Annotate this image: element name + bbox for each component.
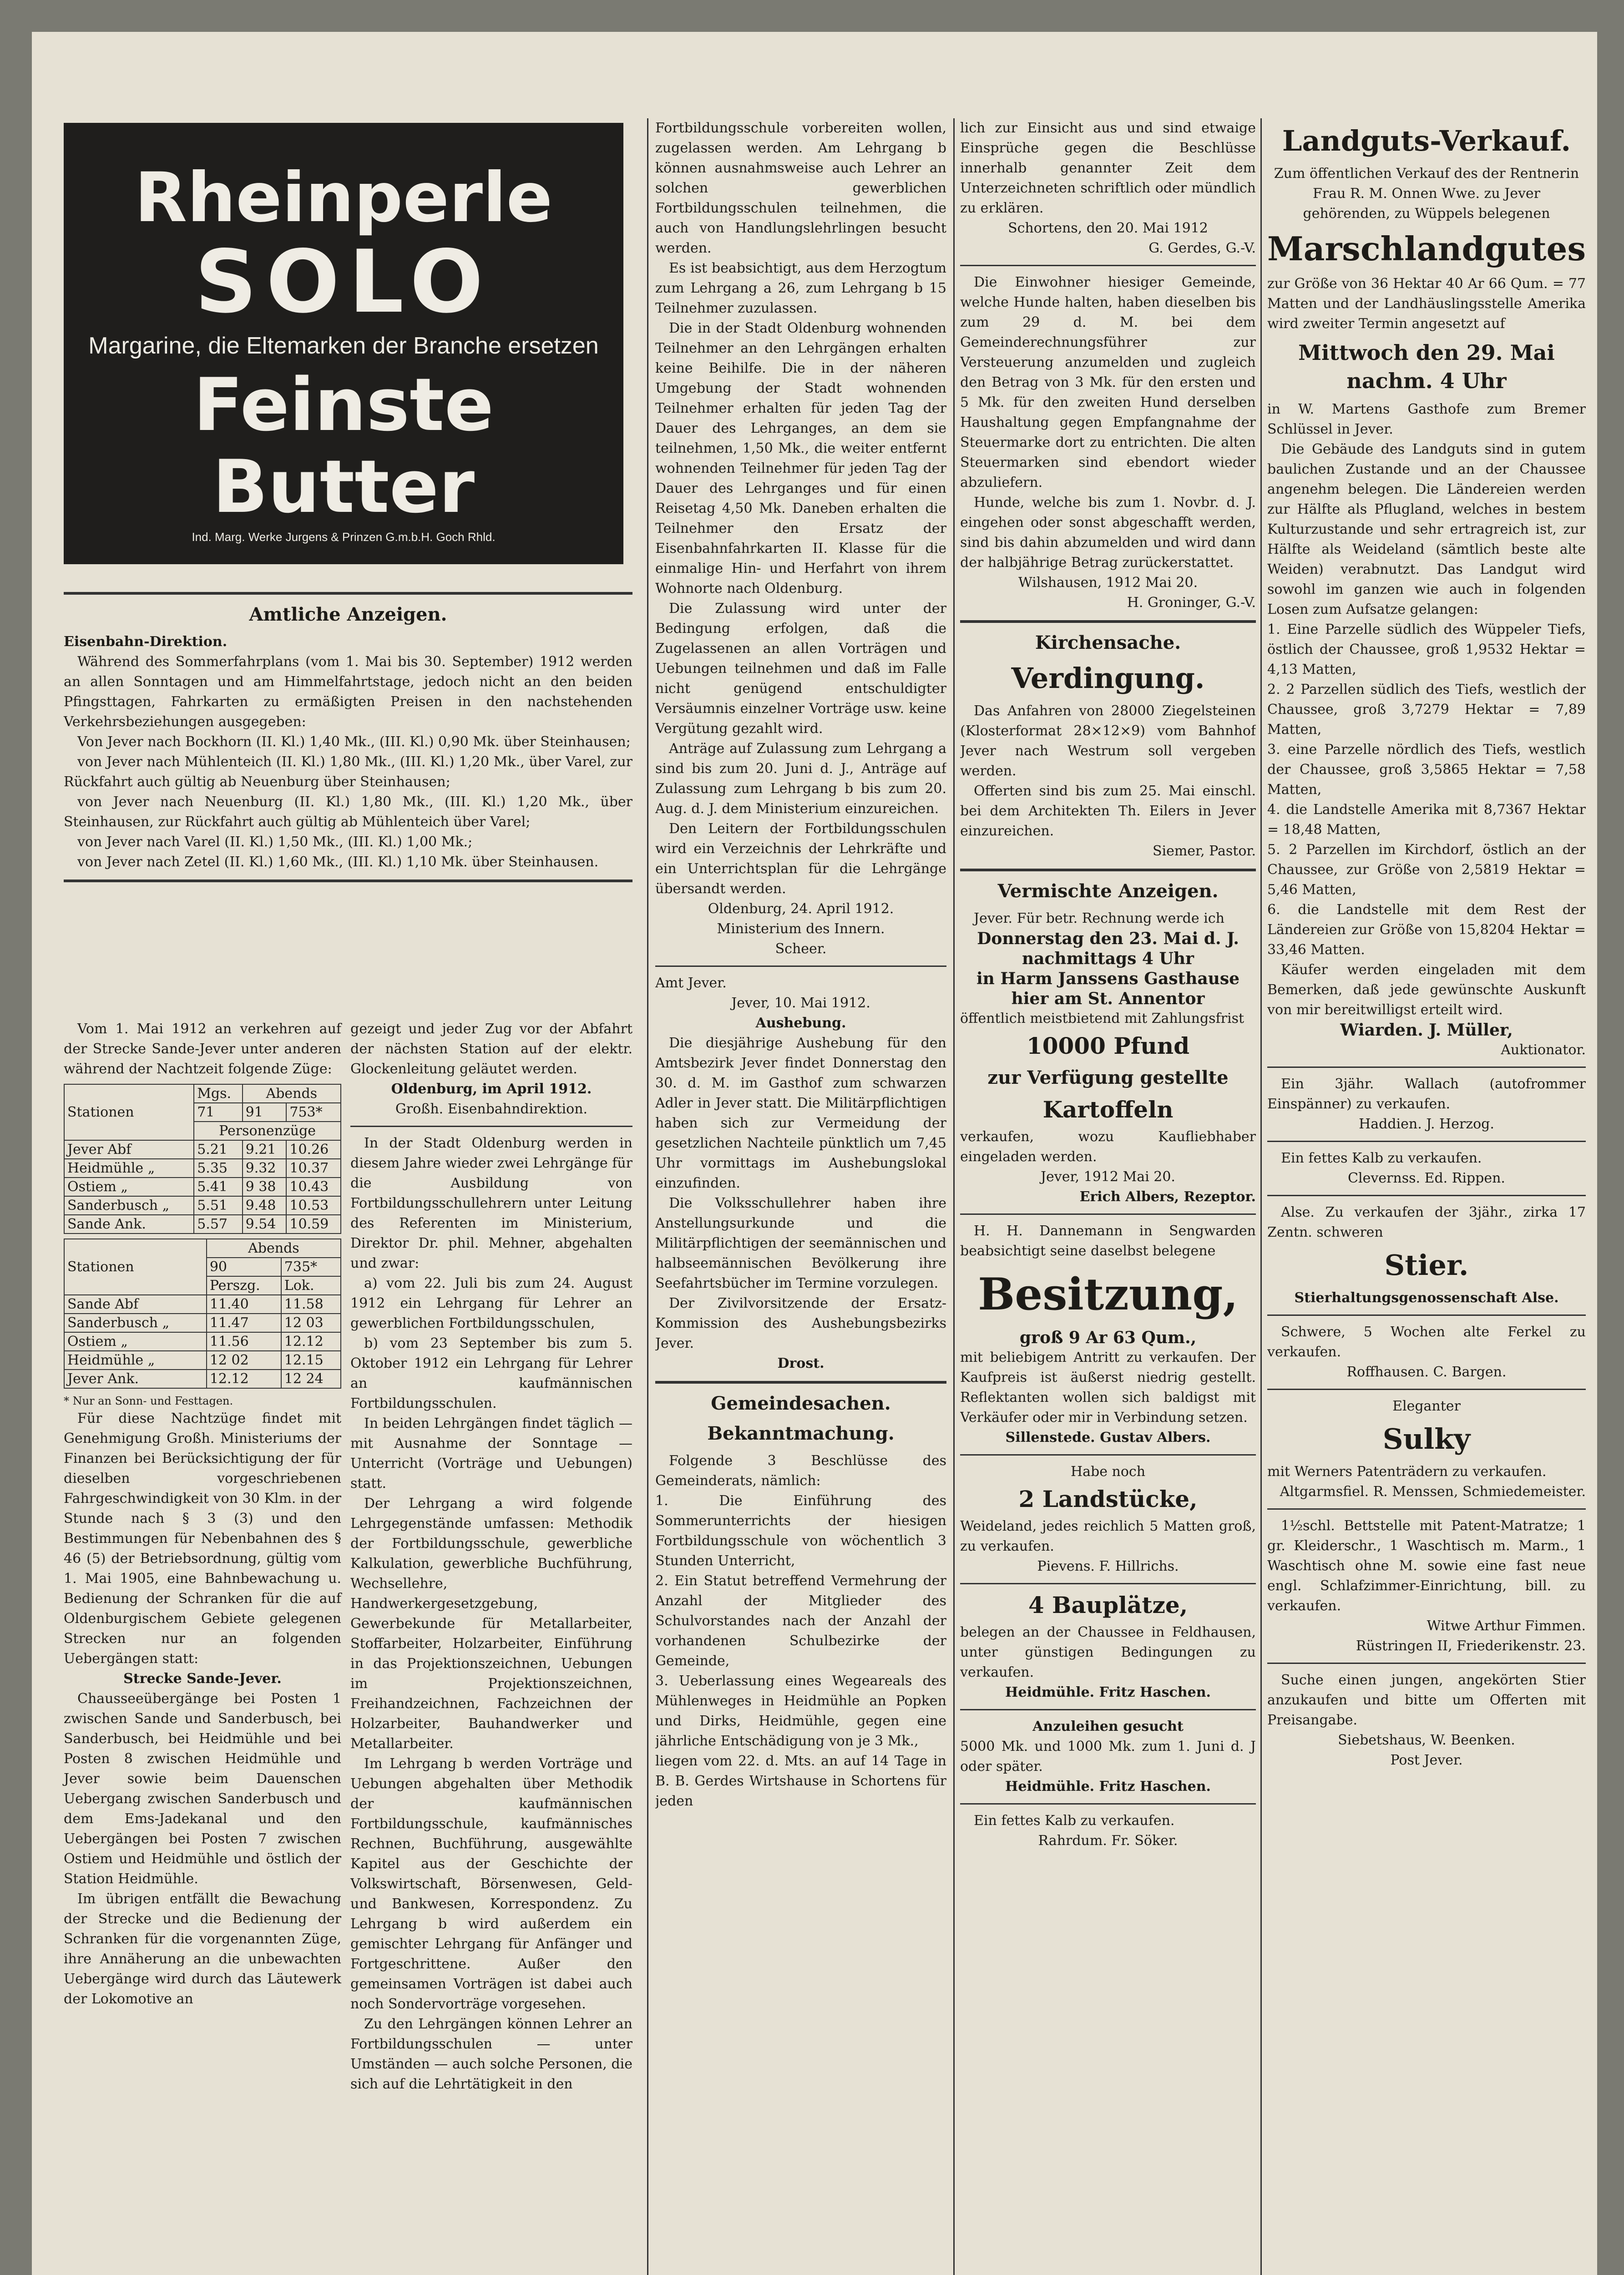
paragraph: mit Werners Patenträdern zu verkaufen. (1267, 1464, 1547, 1480)
fare-line: von Jever nach Varel (II. Kl.) 1,50 Mk., (III. Kl.) 1,00 Mk.; (77, 834, 473, 850)
list-item: 1. Eine Parzelle südlich des Wüppeler Tiefs, östlich der Chaussee, groß 1,9532 Hektar = 4,13 Matten, (1267, 622, 1586, 677)
divider (960, 869, 1256, 871)
table-row (64, 1314, 341, 1332)
signature: Heidmühle. Fritz Haschen. (1005, 1779, 1211, 1795)
divider (1267, 1663, 1586, 1664)
paragraph: Die in der Stadt Oldenburg wohnenden Teilnehmer an den Lehrgängen erhalten keine Beihilfe. Die in der näheren Umgebung der Stadt wohnenden Teilnehmer erhalten für jeden Tag der Dauer des Lehrganges, an dem sie teilnehmen, 1,50 Mk., die weiter entfernt wohnenden Teilnehmer für jeden Tag der Dauer des Lehrganges und für einen Reisetag 4,50 Mk. Daneben erhalten die Teilnehmer den Ersatz der Eisenbahnfahrkarten II. Klasse für die einmalige Hin- und Herfahrt von ihrem Wohnorte nach Oldenburg. (655, 320, 946, 597)
fare-line: von Jever nach Mühlenteich (II. Kl.) 1,80 Mk., (III. Kl.) 1,20 Mk., über Varel, zur Rückfahrt auch gültig ab Neuenburg über Steinhausen; (64, 754, 632, 790)
signature: Wilshausen, 1912 Mai 20. (1018, 575, 1198, 591)
signature: Post Jever. (1390, 1752, 1463, 1768)
cell: 5.41 (194, 1178, 242, 1196)
ad-tagline: Feinste Butter (193, 362, 494, 529)
paragraph: Offerten sind bis zum 25. Mai einschl. bei dem Architekten Th. Eilers in Jever einzureichen. (960, 783, 1256, 839)
cell: 5.35 (194, 1159, 242, 1178)
table-row (64, 1332, 341, 1351)
ad-headline: Marschlandgutes (1267, 229, 1586, 268)
divider (960, 1709, 1256, 1710)
paragraph: zur Größe von 36 Hektar 40 Ar 66 Qum. = 77 Matten und der Landhäuslingsstelle Amerika wird zweiter Termin angesetzt auf (1267, 276, 1586, 332)
ad-subline: groß 9 Ar 63 Qum., (1019, 1328, 1197, 1347)
section-title: Bekanntmachung. (707, 1423, 895, 1444)
subheading: Aushebung. (755, 1015, 846, 1031)
divider (1267, 1141, 1586, 1142)
divider (350, 1126, 632, 1127)
cell: 11.56 (207, 1332, 281, 1351)
paragraph: Alse. Zu verkaufen der 3jähr., zirka 17 Zentn. schweren (1267, 1204, 1586, 1240)
cell: 11.58 (281, 1295, 341, 1314)
ad-headline: 4 Bauplätze, (1028, 1592, 1188, 1618)
paragraph: Anträge auf Zulassung zum Lehrgang a sind bis zum 20. Juni d. J., Anträge auf Zulassung zum Lehrgang b bis zum 20. Aug. d. J. dem Ministerium einzureichen. (655, 741, 946, 817)
column-4 (1267, 32, 1586, 2275)
ad-headline: Kartoffeln (1042, 1096, 1174, 1123)
cell: 10.53 (286, 1196, 341, 1215)
paragraph: Schwere, 5 Wochen alte Ferkel zu verkaufen. (1267, 1324, 1586, 1360)
paragraph: lich zur Einsicht aus und sind etwaige Einsprüche gegen die Beschlüsse innerhalb genannter Zeit dem Unterzeichneten schriftlich oder mündlich zu erklären. (960, 120, 1256, 216)
paragraph: Die Einwohner hiesiger Gemeinde, welche Hunde halten, haben dieselben bis zum 29 d. M. bei dem Gemeinderechnungsführer zur Versteuerung anzumelden und zugleich den Betrag von 3 Mk. für den ersten und 5 Mk. für den zweiten Hund derselben Haushaltung gegen Empfangnahme der Steuermarke dort zu entrichten. Die alten Steuermarken sind ebendort wieder abzuliefern. (960, 274, 1256, 490)
signature: Wiarden. J. Müller, (1340, 1021, 1513, 1040)
paragraph: Suche einen jungen, angekörten Stier anzukaufen und bitte um Offerten mit Preisangabe. (1267, 1672, 1586, 1728)
list-item: 4. die Landstelle Amerika mit 8,7367 Hektar = 18,48 Matten, (1267, 802, 1586, 838)
signature: Auktionator. (1501, 1042, 1586, 1058)
paragraph: Die Gebäude des Landguts sind in gutem baulichen Zustande und an der Chaussee angenehm belegen. Die Ländereien werden zur Hälfte als Pflugland, welches in bestem Kulturzustande und sehr ertragreich ist, zur Hälfte als Weideland (sämtlich beste alte Weiden) verabnutzt. Das Landgut wird sowohl im ganzen wie auch in folgenden Losen zum Aufsatze gelangen: (1267, 441, 1586, 617)
subheading: Anzuleihen gesucht (1032, 1719, 1184, 1734)
column-3 (960, 32, 1256, 2275)
list-item: 1. Die Einführung des Sommerunterrichts der hiesigen Fortbildungsschule von wöchentlich 3 Stunden Unterricht, (655, 1493, 946, 1569)
paragraph: Während des Sommerfahrplans (vom 1. Mai bis 30. September) 1912 werden an allen Sonntagen und am Himmelfahrtstage, jedoch nicht an den beiden Pfingsttagen, Fahrkarten zu ermäßigten Preisen in den nachstehenden Verkehrsbeziehungen ausgegeben: (64, 654, 632, 730)
cell: 5.21 (194, 1140, 242, 1159)
th-type: Lok. (281, 1276, 341, 1295)
th-train-no: 735* (281, 1258, 341, 1276)
column-1 (32, 32, 637, 2275)
signature: Haddien. J. Herzog. (1359, 1116, 1494, 1132)
paragraph: Eleganter (1392, 1398, 1461, 1414)
paragraph: in W. Martens Gasthofe zum Bremer Schlüssel in Jever. (1267, 401, 1586, 437)
th-train-no: 91 (243, 1103, 287, 1122)
signature: Schortens, den 20. Mai 1912 (1008, 220, 1208, 236)
table-row (64, 1140, 341, 1159)
divider (1267, 1389, 1586, 1390)
divider (960, 1583, 1256, 1584)
cell: 10.37 (286, 1159, 341, 1178)
cell: Heidmühle „ (64, 1159, 194, 1178)
th-personenzuege: Personenzüge (194, 1122, 341, 1140)
paragraph: In beiden Lehrgängen findet täglich — mit Ausnahme der Sonntage — Unterricht (Vorträge und Uebungen) statt. (350, 1416, 632, 1491)
section-title: Gemeindesachen. (711, 1393, 891, 1414)
divider (655, 966, 946, 967)
paragraph: Das Anfahren von 28000 Ziegelsteinen (Klosterformat 28×12×9) vom Bahnhof Jever nach Westrum soll vergeben werden. (960, 703, 1256, 779)
divider (64, 880, 632, 882)
paragraph: Fortbildungsschule vorbereiten wollen, zugelassen werden. Am Lehrgang b können ausnahmsweise auch Lehrer an solchen gewerblichen Fortbildungsschulen teilnehmen, die auch von Handlungslehrlingen besucht werden. (655, 120, 946, 256)
ad-slogan: Margarine, die Eltemarken der Branche ersetzen (88, 333, 599, 359)
list-item: 6. die Landstelle mit dem Rest der Ländereien zur Größe von 15,8204 Hektar = 33,46 Matten. (1267, 902, 1586, 958)
cell: 12 24 (281, 1370, 341, 1388)
divider (960, 1803, 1256, 1805)
ad-headline: Verdingung. (1011, 662, 1205, 695)
cell: 9.32 (243, 1159, 287, 1178)
cell: 12 03 (281, 1314, 341, 1332)
margarine-advertisement (64, 123, 623, 564)
cell: 11.47 (207, 1314, 281, 1332)
paragraph: verkaufen, wozu Kaufliebhaber eingeladen werden. (960, 1129, 1256, 1165)
th-stations: Stationen (64, 1084, 194, 1140)
ad-headline: Landguts-Verkauf. (1282, 124, 1571, 157)
paragraph: H. H. Dannemann in Sengwarden beabsichtigt seine daselbst belegene (960, 1223, 1256, 1259)
dateline: Jever, 10. Mai 1912. (731, 995, 870, 1011)
table-row (64, 1295, 341, 1314)
cell: Sande Ank. (64, 1215, 194, 1234)
paragraph: Käufer werden eingeladen mit dem Bemerken, daß jede gewünschte Auskunft von mir bereitwilligst erteilt wird. (1267, 962, 1586, 1018)
fare-line: Von Jever nach Bockhorn (II. Kl.) 1,40 Mk., (III. Kl.) 0,90 Mk. über Steinhausen; (77, 734, 631, 750)
paragraph: 1½schl. Bettstelle mit Patent-Matratze; 1 gr. Kleiderschr., 1 Waschtisch m. Marm., 1 Waschtisch ohne M. sowie eine fast neue engl. Schlafzimmer-Einrichtung, bill. zu verkaufen. (1267, 1518, 1586, 1614)
paragraph: mit beliebigem Antritt zu verkaufen. Der Kaufpreis ist äußerst niedrig gestellt. Reflektanten wollen sich baldigst mit Verkäufer oder mir in Verbindung setzen. (960, 1350, 1256, 1426)
cell: Sande Abf (64, 1295, 207, 1314)
timetable-1 (64, 1084, 341, 1234)
ad-headline: Sulky (1382, 1422, 1471, 1456)
cell: 9.21 (243, 1140, 287, 1159)
paragraph: Zu den Lehrgängen können Lehrer an Fortbildungsschulen — unter Umständen — auch solche Personen, die sich auf die Lehrtätigkeit in den (350, 2016, 632, 2092)
column-rule (647, 118, 648, 2275)
list-item: 3. Ueberlassung eines Wegeareals des Mühlenweges in Heidmühle an Popken und Dirks, Heidmühle, gegen eine jährliche Entschädigung von je 3 Mk., (655, 1673, 946, 1749)
cell: 10.59 (286, 1215, 341, 1234)
section-title: Amtliche Anzeigen. (249, 604, 447, 625)
th-train-no: 90 (207, 1258, 281, 1276)
cell: Heidmühle „ (64, 1351, 207, 1370)
divider (1267, 1314, 1586, 1316)
paragraph: Ein 3jähr. Wallach (autofrommer Einspänner) zu verkaufen. (1267, 1076, 1586, 1112)
signature: Siebetshaus, W. Beenken. (1338, 1732, 1515, 1748)
paragraph: Der Zivilvorsitzende der Ersatz-Kommission des Aushebungsbezirks Jever. (655, 1295, 946, 1351)
cell: 12 02 (207, 1351, 281, 1370)
section-title: Kirchensache. (1035, 632, 1181, 653)
column-rule (953, 118, 955, 2275)
signature: Sillenstede. Gustav Albers. (1005, 1430, 1211, 1446)
signature: Erich Albers, Rezeptor. (1079, 1189, 1256, 1205)
subheading: Strecke Sande-Jever. (123, 1671, 282, 1687)
paragraph: Die Volksschullehrer haben ihre Anstellungsurkunde und die Militärpflichtigen der seemännischen und halbseemännischen Bevölkerung ihre Seefahrtsbücher im Termine vorzulegen. (655, 1195, 946, 1291)
signature: Witwe Arthur Fimmen. (1427, 1618, 1586, 1634)
divider (960, 1213, 1256, 1215)
paragraph: Habe noch (1070, 1464, 1146, 1480)
cell: 9.54 (243, 1215, 287, 1234)
column-rule (1260, 118, 1262, 2275)
list-item: 3. eine Parzelle nördlich des Tiefs, westlich der Chaussee, groß 3,5865 Hektar = 7,58 Matten, (1267, 742, 1586, 798)
signature: Siemer, Pastor. (1152, 843, 1256, 859)
signature: H. Groninger, G.-V. (1127, 595, 1256, 611)
table-row (64, 1159, 341, 1178)
cell: Jever Abf (64, 1140, 194, 1159)
ad-headline: 2 Landstücke, (1018, 1486, 1198, 1512)
paragraph: Den Leitern der Fortbildungsschulen wird ein Verzeichnis der Lehrkräfte und ein Unterrichtsplan für die Lehrgänge übersandt werden. (655, 821, 946, 897)
table-row (64, 1351, 341, 1370)
footnote: * Nur an Sonn- und Festtagen. (64, 1395, 233, 1407)
paragraph: 5000 Mk. und 1000 Mk. zum 1. Juni d. J oder später. (960, 1739, 1256, 1774)
ad-headline: 10000 Pfund (1026, 1032, 1190, 1059)
divider (64, 592, 632, 595)
cell: 5.57 (194, 1215, 242, 1234)
paragraph: belegen an der Chaussee in Feldhausen, unter günstigen Bedingungen zu verkaufen. (960, 1624, 1256, 1680)
divider (1267, 1508, 1586, 1510)
cell: Jever Ank. (64, 1370, 207, 1388)
signature: Scheer. (775, 941, 827, 957)
signature: Oldenburg, 24. April 1912. (708, 901, 894, 917)
signature: Rüstringen II, Friederikenstr. 23. (1356, 1638, 1586, 1654)
signature: Oldenburg, im April 1912. (391, 1081, 592, 1097)
date-highlight: Mittwoch den 29. Mai nachm. 4 Uhr (1298, 340, 1555, 393)
signature: Jever, 1912 Mai 20. (1041, 1169, 1175, 1185)
cell: Sanderbusch „ (64, 1314, 207, 1332)
paragraph: Die diesjährige Aushebung für den Amtsbezirk Jever findet Donnerstag den 30. d. M. im Gasthof zum schwarzen Adler in Jever statt. Die Militärpflichtigen haben sich zur Vermeidung der gesetzlichen Nachteile pünktlich um 7,45 Uhr vormittags im Aushebungslokal einzufinden. (655, 1035, 946, 1191)
ad-brand: Rheinperle (134, 158, 553, 238)
divider (1267, 1195, 1586, 1196)
paragraph: Ein fettes Kalb zu verkaufen. (974, 1813, 1175, 1829)
th-abends: Abends (243, 1084, 341, 1103)
paragraph: Chausseeübergänge bei Posten 1 zwischen Sande und Sanderbusch, bei Sanderbusch, bei Heidmühle und bei Posten 8 zwischen Heidmühle und Jever sowie beim Dauenschen Uebergang zwischen Sanderbusch und dem Ems-Jadekanal und den Uebergängen bei Posten 7 zwischen Ostiem und Heidmühle und östlich der Station Heidmühle. (64, 1691, 341, 1887)
paragraph: Im übrigen entfällt die Bewachung der Strecke und die Bedienung der Schranken für die vorgenannten Züge, ihre Annäherung an die unbewachten Uebergänge wird durch das Läutewerk der Lokomotive an (64, 1891, 341, 2007)
paragraph: Die Zulassung wird unter der Bedingung erfolgen, daß die Zugelassenen an allen Vorträgen und Uebungen teilnehmen und daß im Falle nicht genügend entschuldigter Versäumnis einzelner Vorträge usw. keine Vergütung gezahlt wird. (655, 601, 946, 737)
paragraph: In der Stadt Oldenburg werden in diesem Jahre wieder zwei Lehrgänge für die Ausbildung von Fortbildungsschullehrern unter Leitung des Referenten im Ministerium, Direktor Dr. phil. Mehner, abgehalten und zwar: (350, 1135, 632, 1271)
divider (960, 620, 1256, 623)
cell: 11.40 (207, 1295, 281, 1314)
signature: Großh. Eisenbahndirektion. (395, 1101, 588, 1117)
subheading: Amt Jever. (655, 975, 727, 991)
signature: Roffhausen. C. Bargen. (1346, 1364, 1507, 1380)
fare-line: von Jever nach Neuenburg (II. Kl.) 1,80 Mk., (III. Kl.) 1,20 Mk., über Steinhausen, zur Rückfahrt auch gültig ab Mühlenteich über Varel; (64, 794, 632, 830)
signature: Pievens. F. Hillrichs. (1037, 1558, 1179, 1574)
signature: Clevernss. Ed. Rippen. (1348, 1170, 1505, 1186)
subheading: Eisenbahn-Direktion. (64, 634, 228, 650)
signature: Rahrdum. Fr. Söker. (1038, 1833, 1178, 1849)
signature: G. Gerdes, G.-V. (1148, 240, 1256, 256)
ad-headline: Stier. (1384, 1249, 1469, 1282)
paragraph: Vom 1. Mai 1912 an verkehren auf der Strecke Sande-Jever unter anderen während der Nachtzeit folgende Züge: (64, 1021, 341, 1077)
cell: Sanderbusch „ (64, 1196, 194, 1215)
cell: 12.12 (281, 1332, 341, 1351)
th-train-no: 71 (194, 1103, 242, 1122)
divider (960, 1454, 1256, 1456)
th-abends: Abends (207, 1239, 341, 1258)
signature: Stierhaltungsgenossenschaft Alse. (1294, 1290, 1559, 1306)
list-item: 2. Ein Statut betreffend Vermehrung der Anzahl der Mitglieder des Schulvorstandes nach der Anzahl der vorhandenen Schulbezirke der Gemeinde, (655, 1573, 946, 1669)
list-item: 5. 2 Parzellen im Kirchdorf, östlich an der Chaussee, zur Größe von 2,5819 Hektar = 5,46 Matten, (1267, 842, 1586, 898)
timetable-2 (64, 1239, 341, 1389)
cell: Ostiem „ (64, 1178, 194, 1196)
paragraph: Ein fettes Kalb zu verkaufen. (1281, 1150, 1482, 1166)
list-item: a) vom 22. Juli bis zum 24. August 1912 ein Lehrgang für Lehrer an gewerblichen Fortbildungsschulen, (350, 1275, 632, 1331)
ad-product: SOLO (194, 232, 493, 332)
column-2 (655, 32, 946, 2275)
cell: Ostiem „ (64, 1332, 207, 1351)
signature: Ministerium des Innern. (717, 921, 885, 937)
paragraph: Folgende 3 Beschlüsse des Gemeinderats, nämlich: (655, 1453, 946, 1489)
paragraph: liegen vom 22. d. Mts. an auf 14 Tage in B. B. Gerdes Wirtshause in Schortens für jeden (655, 1753, 946, 1809)
signature: Heidmühle. Fritz Haschen. (1005, 1684, 1211, 1700)
th-type: Perszg. (207, 1276, 281, 1295)
paragraph: Zum öffentlichen Verkauf des der Rentnerin Frau R. M. Onnen Wwe. zu Jever gehörenden, zu Wüppels belegenen (1274, 166, 1579, 222)
fare-line: von Jever nach Zetel (II. Kl.) 1,60 Mk., (III. Kl.) 1,10 Mk. über Steinhausen. (77, 854, 599, 870)
signature: Drost. (777, 1355, 825, 1371)
paragraph: Weideland, jedes reichlich 5 Matten groß, zu verkaufen. (960, 1518, 1256, 1554)
divider (655, 1381, 946, 1384)
paragraph: Im Lehrgang b werden Vorträge und Uebungen abgehalten über Methodik der kaufmännischen Fortbildungsschule, kaufmännisches Rechnen, Buchführung, ausgewählte Kapitel aus der Geschichte der Volkswirtschaft, Börsenwesen, Geld- und Bankwesen, Korrespondenz. Zu Lehrgang b wird außerdem ein gemischter Lehrgang für Anfänger und Fortgeschrittene. Außer den gemeinsamen Vorträgen ist dabei auch noch Sondervorträge vorgesehen. (350, 1756, 632, 2012)
cell: 5.51 (194, 1196, 242, 1215)
signature: Altgarmsfiel. R. Menssen, Schmiedemeister. (1280, 1484, 1586, 1500)
th-stations: Stationen (64, 1239, 207, 1295)
cell: 9 38 (243, 1178, 287, 1196)
table-row (64, 1215, 341, 1234)
cell: 12.15 (281, 1351, 341, 1370)
newspaper-page (32, 32, 1597, 2275)
paragraph: Für diese Nachtzüge findet mit Genehmigung Großh. Ministeriums der Finanzen bei Berücksichtigung der für dieselben vorgeschriebenen Fahrgeschwindigkeit von 30 Klm. in der Stunde nach § 3 (3) und den Bestimmungen für Nebenbahnen des § 46 (5) der Betriebsordnung, gültig vom 1. Mai 1905, eine Bahnbewachung u. Bedienung der Schranken für die auf Oldenburgischem Gebiete gelegenen Strecken nur an folgenden Uebergängen statt: (64, 1410, 341, 1667)
table-row (64, 1370, 341, 1388)
th-mgs: Mgs. (194, 1084, 242, 1103)
paragraph: öffentlich meistbietend mit Zahlungsfrist (960, 1011, 1245, 1026)
paragraph: Jever. Für betr. Rechnung werde ich (974, 910, 1224, 926)
cell: 12.12 (207, 1370, 281, 1388)
th-train-no: 753* (286, 1103, 341, 1122)
ad-maker: Ind. Marg. Werke Jurgens & Prinzen G.m.b.H. Goch Rhld. (192, 530, 496, 544)
ad-subline: zur Verfügung gestellte (987, 1067, 1229, 1088)
paragraph: Es ist beabsichtigt, aus dem Herzogtum zum Lehrgang a 26, zum Lehrgang b 15 Teilnehmer zuzulassen. (655, 260, 946, 316)
list-item: 2. 2 Parzellen südlich des Tiefs, westlich der Chaussee, groß 3,7279 Hektar = 7,89 Matten, (1267, 682, 1586, 738)
divider (1267, 1067, 1586, 1068)
table-row (64, 1178, 341, 1196)
table-row (64, 1196, 341, 1215)
venue-highlight: in Harm Janssens Gasthause hier am St. Annentor (976, 969, 1240, 1008)
date-highlight: Donnerstag den 23. Mai d. J. nachmittags 4 Uhr (977, 929, 1239, 968)
section-title: Vermischte Anzeigen. (997, 880, 1219, 902)
ad-headline: Besitzung, (978, 1269, 1238, 1320)
cell: 10.43 (286, 1178, 341, 1196)
paragraph: Hunde, welche bis zum 1. Novbr. d. J. eingehen oder sonst abgeschafft werden, sind bis dahin abzumelden und wird dann der halbjährige Betrag zurückerstattet. (960, 495, 1256, 571)
paragraph: Der Lehrgang a wird folgende Lehrgegenstände umfassen: Methodik der Fortbildungsschule, gewerbliche Kalkulation, gewerbliche Buchführung, Wechsellehre, Handwerkergesetzgebung, Gewerbekunde für Metallarbeiter, Stoffarbeiter, Holzarbeiter, Einführung in das Projektionszeichnen, Uebungen im Projektionszeichnen, Freihandzeichnen, Fachzeichnen der Holzarbeiter, Bauhandwerker und Metallarbeiter. (350, 1496, 632, 1752)
list-item: b) vom 23 September bis zum 5. Oktober 1912 ein Lehrgang für Lehrer an kaufmännischen Fortbildungsschulen. (350, 1335, 632, 1411)
paragraph: gezeigt und jeder Zug vor der Abfahrt der nächsten Station auf der elektr. Glockenleitung geläutet werden. (350, 1021, 632, 1077)
divider (960, 265, 1256, 266)
cell: 9.48 (243, 1196, 287, 1215)
cell: 10.26 (286, 1140, 341, 1159)
